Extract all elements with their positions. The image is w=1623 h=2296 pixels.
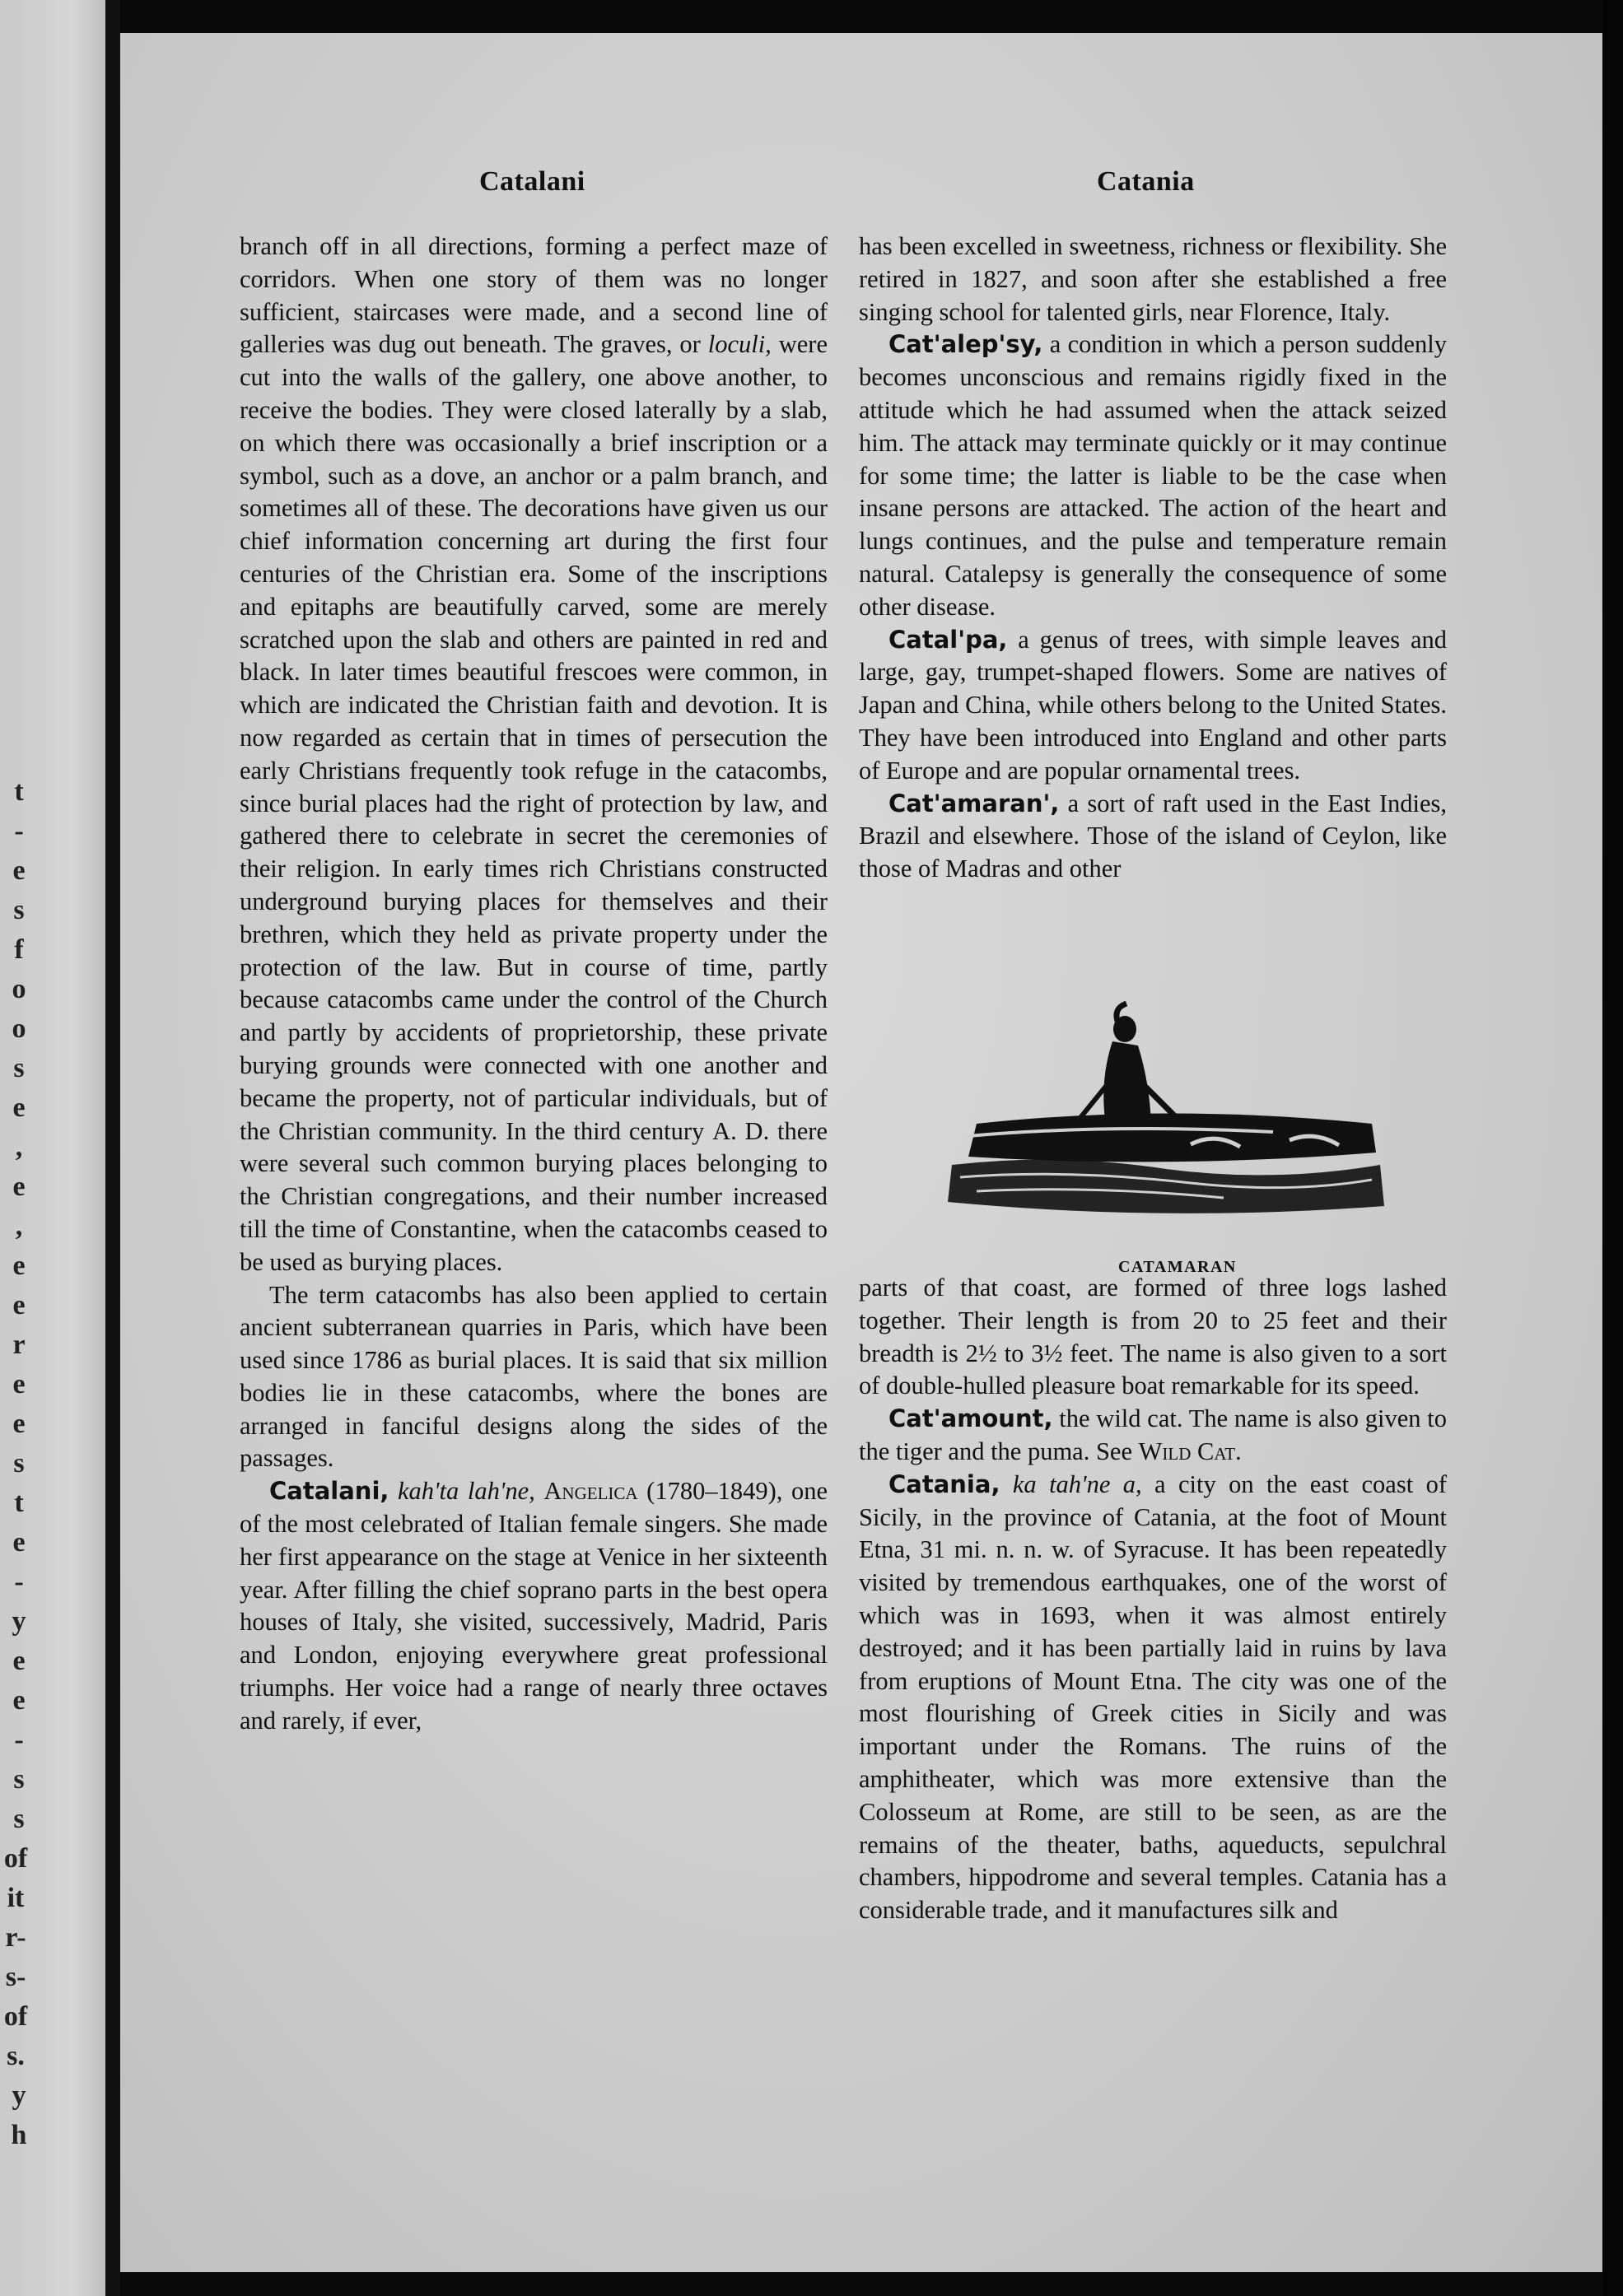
margin-fragment: s	[13, 1053, 25, 1083]
entry-catamaran	[859, 788, 1447, 886]
entry-catamount	[859, 1403, 1447, 1469]
margin-fragment: e	[12, 1171, 26, 1202]
catamaran-continuation: parts of that coast, are formed of three logs lashed together. Their length is from 20 to 25 feet and their breadth is 2½ to 3½ feet. The name is also given to a sort of double-hulled pleasure boat remarkable for its speed.	[859, 1274, 1447, 1400]
cross-reference: Wild Cat.	[1138, 1437, 1242, 1465]
margin-fragment: r	[12, 1330, 26, 1360]
catacombs-paris-paragraph: The term catacombs has also been applied to certain ancient subterranean quarries in Paris, which have been used since 1786 as burial places. It is said that six million bodies lie in these catacombs, where the bones are arranged in fanciful designs along the sides of the passages.	[240, 1280, 828, 1473]
margin-fragment: o	[12, 974, 26, 1004]
text-run: there were several such common burying places belonging to the Christian congregations, and their number increased till the time of Constantine, when the catacombs ceased to be used as burying places.	[240, 1116, 828, 1276]
margin-fragment: s-	[5, 1962, 26, 1992]
margin-fragment: f	[14, 934, 24, 965]
pronunciation: kah'ta lah'ne,	[398, 1477, 535, 1506]
adjacent-page-edge	[0, 0, 105, 2296]
margin-fragment: ,	[15, 1211, 23, 1241]
running-head-left: Catalani	[479, 166, 585, 197]
margin-fragment: -	[14, 1725, 24, 1755]
margin-fragment: s.	[7, 2041, 25, 2071]
margin-fragment: ,	[15, 1132, 23, 1162]
entry-headword: Catal'pa,	[888, 625, 1008, 654]
margin-fragment: t	[14, 1488, 24, 1518]
small-caps-name: Angelica	[543, 1477, 638, 1506]
margin-fragment: s	[13, 895, 25, 925]
entry-text: a genus of trees, with simple leaves and large, gay, trumpet-shaped flowers. Some are natives of Japan and China, while others belong to the United States. They have been introduced into England and other parts of Europe and are popular ornamental trees.	[859, 625, 1447, 785]
entry-headword: Cat'amaran',	[888, 789, 1060, 817]
margin-fragment: e	[12, 855, 26, 886]
margin-fragment: e	[12, 1646, 26, 1676]
text-run: branch off in all directions, forming a perfect maze of corridors. When one story of them was no longer sufficient, staircases were made, and a second line of galleries was dug out beneath. The graves, or	[240, 232, 828, 359]
margin-fragment: s	[13, 1448, 25, 1479]
entry-headword: Cat'amount,	[888, 1404, 1053, 1433]
entry-text: (1780–1849), one of the most celebrated of Italian female singers. She made her first appearance on the stage at Venice in her sixteenth year. After filling the chief soprano parts in the best opera houses of Italy, she visited, successively, Madrid, Paris and London, enjoying everywhere great professional triumphs. Her voice had a range of nearly three octaves and rarely, if ever,	[240, 1477, 828, 1735]
left-column	[240, 231, 828, 1738]
entry-text: a city on the east coast of Sicily, in the province of Catania, at the foot of Mount Etna, 31 mi. n. n. w. of Syracuse. It has been repeatedly visited by tremendous earthquakes, one of the worst of which was in 1693, when it was almost entirely destroyed; and it has been partially laid in ruins by lava from eruptions of Mount Etna. The city was one of the most flourishing of Greek cities in Sicily and was important under the Romans. The ruins of the amphitheater, which was more extensive than the Colosseum at Rome, are still to be seen, as are the remains of the theater, baths, aqueducts, sepulchral chambers, hippodrome and several temples. Catania has a considerable trade, and it manufactures silk and	[859, 1469, 1447, 1925]
margin-fragment: it	[7, 1883, 25, 1913]
margin-fragment: r-	[5, 1922, 26, 1953]
italic-term: loculi,	[707, 330, 772, 359]
margin-fragment: e	[12, 1527, 26, 1558]
pronunciation: ka tah'ne a,	[1012, 1469, 1142, 1498]
entry-text: the wild cat. The name is also given to the tiger and the puma. See	[859, 1404, 1447, 1465]
margin-fragment: -	[14, 1567, 24, 1597]
margin-fragment: y	[12, 1606, 26, 1637]
margin-fragment: e	[12, 1250, 26, 1281]
margin-fragment: s	[13, 1804, 25, 1834]
entry-headword: Cat'alep'sy,	[888, 330, 1043, 359]
margin-fragment: e	[12, 1290, 26, 1320]
entry-catalpa	[859, 624, 1447, 788]
right-column-upper	[859, 231, 1447, 886]
right-column-lower	[859, 1272, 1447, 1927]
margin-fragment: s	[13, 1764, 25, 1795]
figure-caption: CATAMARAN	[1118, 1258, 1237, 1276]
catamaran-illustration-icon	[944, 1000, 1388, 1247]
margin-fragment: e	[12, 1685, 26, 1716]
entry-catania	[859, 1469, 1447, 1927]
book-gutter	[105, 0, 120, 2296]
catalani-continuation: has been excelled in sweetness, richness or flexibility. She retired in 1827, and soon after she established a free singing school for talented girls, near Florence, Italy.	[859, 232, 1447, 326]
margin-fragment: -	[14, 816, 24, 846]
margin-fragment: h	[11, 2120, 27, 2150]
margin-fragment: of	[3, 2001, 28, 2032]
margin-fragment: of	[3, 1843, 28, 1874]
text-run: were cut into the walls of the gallery, one above another, to receive the bodies. They were closed laterally by a slab, on which there was occasionally a brief inscription or a symbol, such as a dove, an anchor or a palm branch, and sometimes all of these. The decorations have given us our chief information concerning art during the first four centuries of the Christian era. Some of the inscriptions and epitaphs are beautifully carved, some are merely scratched upon the slab and others are painted in red and black. In later times beautiful frescoes were common, in which are indicated the Christian faith and devotion. It is now regarded as certain that in times of persecution the early Christians frequently took refuge in the catacombs, since burial places had the right of protection by law, and gathered there to celebrate in secret the ceremonies of their religion. In early times rich Christians constructed underground burying places for themselves and their brethren, which they held as private property under the protection of the law. But in course of time, partly because catacombs came under the control of the Church and partly by accidents of proprietorship, these private burying grounds were connected with one another and became the property, not of particular individuals, but of the Christian community. In the third century	[240, 330, 828, 1145]
entry-catalani	[240, 1475, 828, 1737]
entry-headword: Catalani,	[269, 1477, 389, 1506]
entry-headword: Catania,	[888, 1469, 1000, 1498]
small-caps-term: A. D.	[712, 1116, 770, 1145]
catacombs-continuation	[240, 231, 828, 1279]
entry-text: a condition in which a person suddenly becomes unconscious and remains rigidly fixed in the attitude which he had assumed when the attack seized him. The attack may terminate quickly or it may continue for some time; the latter is liable to be the case when insane persons are attacked. The action of the heart and lungs continues, and the pulse and temperature remain natural. Catalepsy is generally the consequence of some other disease.	[859, 330, 1447, 621]
scan-border-right	[1602, 0, 1623, 2296]
margin-fragment: y	[12, 2080, 26, 2111]
margin-fragment: e	[12, 1092, 26, 1123]
margin-fragment: e	[12, 1409, 26, 1439]
margin-fragment: e	[12, 1369, 26, 1399]
margin-fragment: t	[14, 776, 24, 807]
entry-text: a sort of raft used in the East Indies, Brazil and elsewhere. Those of the island of Ceylon, like those of Madras and other	[859, 789, 1447, 883]
margin-fragment: o	[12, 1013, 26, 1044]
running-head-right: Catania	[1097, 166, 1195, 197]
entry-catalepsy	[859, 328, 1447, 623]
book-page	[120, 33, 1602, 2272]
